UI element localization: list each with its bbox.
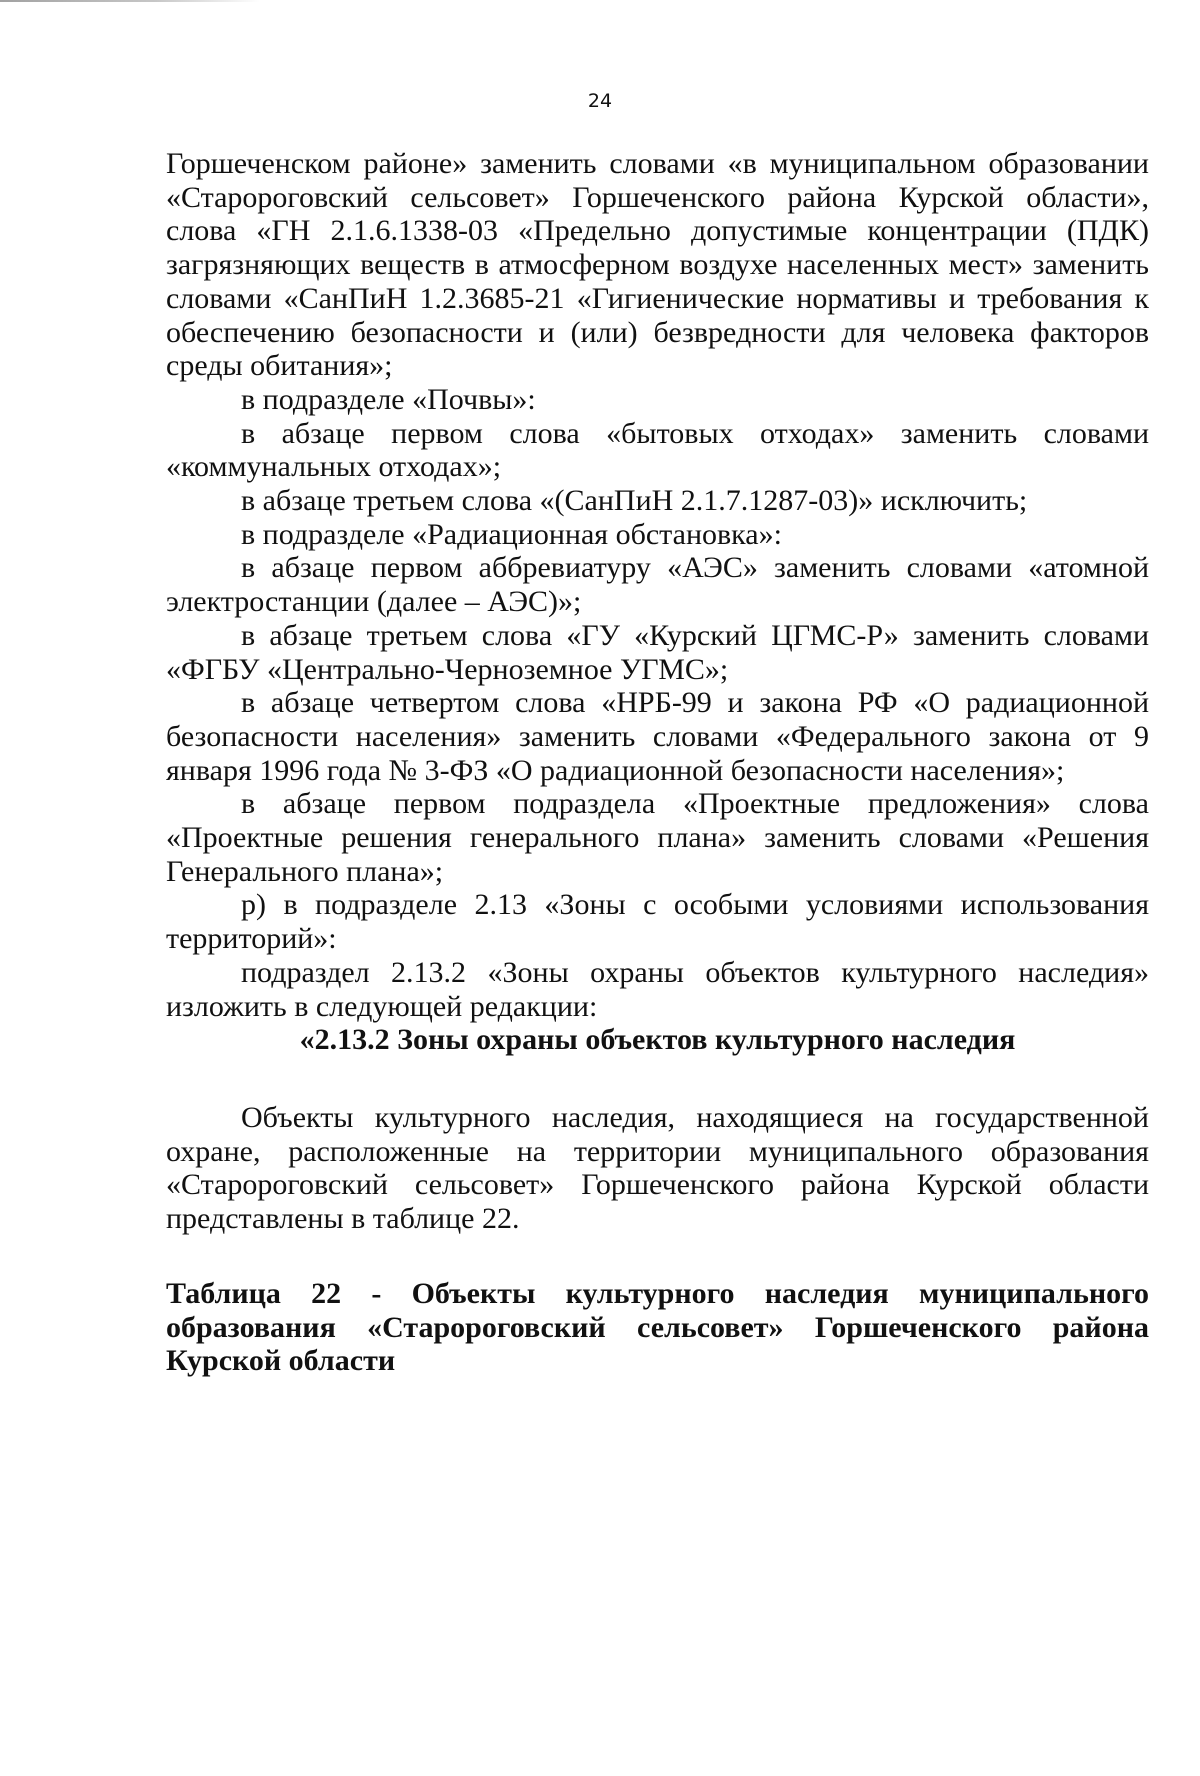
paragraph-radiation-fourth: в абзаце четвертом слова «НРБ-99 и закона РФ «О радиационной безопасности населения» заменить словами «Федерального закона от 9 января 1996 года № 3-ФЗ «О радиационной безопасности населения»; (166, 686, 1149, 787)
paragraph-soils-third: в абзаце третьем слова «(СанПиН 2.1.7.1287-03)» исключить; (241, 484, 1028, 518)
table-title: Таблица 22 - Объекты культурного наследия муниципального образования «Старороговский сельсовет» Горшеченского района Курской области (166, 1276, 1149, 1378)
paragraph-soils-first: в абзаце первом слова «бытовых отходах» заменить словами «коммунальных отходах»; (166, 416, 1149, 484)
paragraph-radiation-first: в абзаце первом аббревиатуру «АЭС» заменить словами «атомной электростанции (далее – АЭС)»; (166, 551, 1149, 619)
paragraph-radiation-subsection: в подразделе «Радиационная обстановка»: (241, 517, 782, 551)
paragraph-new-wording: подраздел 2.13.2 «Зоны охраны объектов культурного наследия» изложить в следующей редакции: (166, 955, 1149, 1023)
page-number: 24 (587, 90, 613, 112)
paragraph-project-proposals: в абзаце первом подраздела «Проектные предложения» слова «Проектные решения генерального плана» заменить словами «Решения Генерального плана»; (166, 787, 1149, 888)
paragraph-radiation-third: в абзаце третьем слова «ГУ «Курский ЦГМС-Р» заменить словами «ФГБУ «Центрально-Черноземное УГМС»; (166, 618, 1149, 686)
section-heading: «2.13.2 Зоны охраны объектов культурного наследия (299, 1023, 1016, 1057)
scan-edge-artifact (0, 0, 260, 2)
paragraph-soils-subsection: в подразделе «Почвы»: (241, 382, 536, 416)
paragraph-continuation: Горшеченском районе» заменить словами «в муниципальном образовании «Старороговский сельсовет» Горшеченского района Курской области», слова «ГН 2.1.6.1338-03 «Предельно допустимые концентрации (ПДК) загрязняющих веществ в атмосферном воздухе населенных мест» заменить словами «СанПиН 1.2.3685-21 «Гигиенические нормативы и требования к обеспечению безопасности и (или) безвредности для человека факторов среды обитания»; (166, 147, 1149, 383)
section-paragraph: Объекты культурного наследия, находящиеся на государственной охране, расположенные на территории муниципального образования «Старороговский сельсовет» Горшеченского района Курской области представлены в таблице 22. (166, 1100, 1149, 1236)
paragraph-item-r: р) в подразделе 2.13 «Зоны с особыми условиями использования территорий»: (166, 888, 1149, 956)
document-body (166, 147, 1149, 1378)
